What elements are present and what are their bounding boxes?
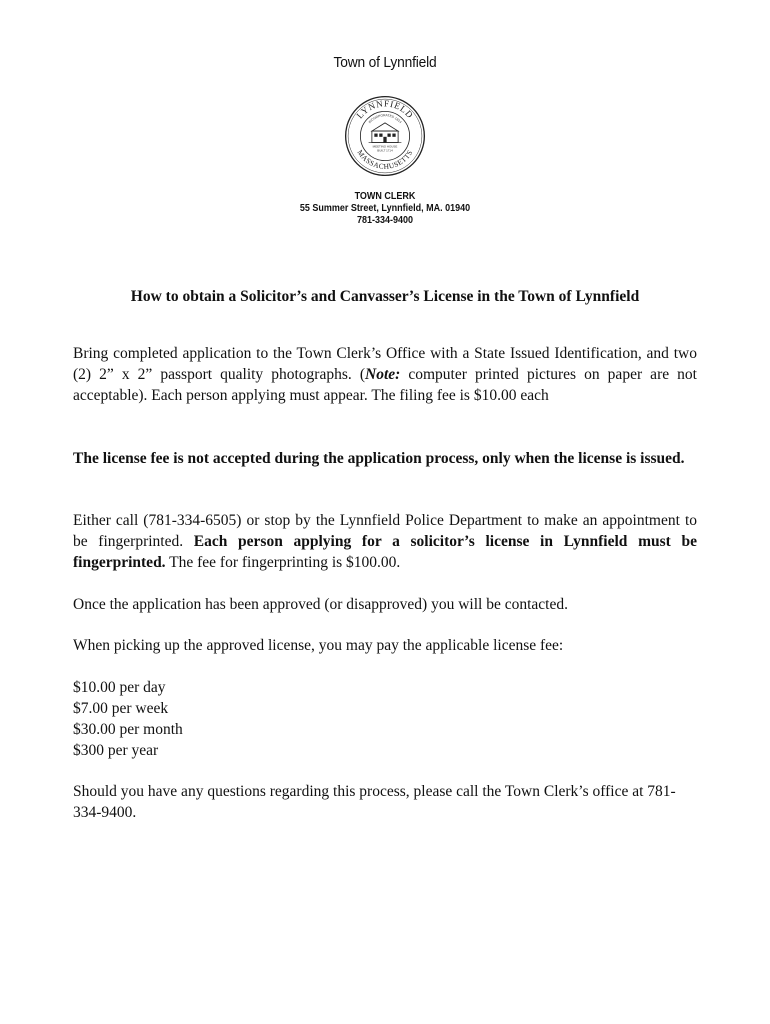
- fee-item: $30.00 per month: [73, 721, 183, 738]
- paragraph-questions: Should you have any questions regarding this process, please call the Town Clerk’s office at 781-334-9400.: [73, 783, 676, 821]
- fee-item: $7.00 per week: [73, 700, 169, 717]
- fingerprinting-requirement: Each person applying for a solicitor’s license in Lynnfield must be fingerprinted.: [73, 533, 697, 571]
- svg-text:MEETING HOUSE: MEETING HOUSE: [372, 144, 398, 149]
- svg-text:BUILT 1714: BUILT 1714: [377, 148, 393, 153]
- paragraph-fee-notice: The license fee is not accepted during the application process, only when the license is issued.: [73, 450, 685, 467]
- paragraph-pickup: When picking up the approved license, you may pay the applicable license fee:: [73, 637, 564, 654]
- requirements-text: Bring completed application to the Town Clerk’s Office with a State Issued Identification, and two (2) 2” x 2” passport quality photographs. (: [73, 345, 697, 383]
- svg-text:INCORPORATED 1814: INCORPORATED 1814: [367, 113, 403, 125]
- note-label: Note:: [365, 366, 401, 383]
- town-seal-icon: [344, 95, 426, 177]
- paragraph-requirements: [73, 343, 697, 406]
- paragraph-approval: Once the application has been approved (or disapproved) you will be contacted.: [73, 596, 568, 613]
- requirements-text-cont: computer printed pictures on paper are not acceptable). Each person applying must appear. The filing fee is $10.00 each: [73, 366, 697, 404]
- document-heading: How to obtain a Solicitor’s and Canvasser’s License in the Town of Lynnfield: [130, 288, 640, 305]
- office-address: 55 Summer Street, Lynnfield, MA. 01940: [299, 203, 471, 214]
- svg-text:MASSACHUSETTS: MASSACHUSETTS: [355, 148, 415, 171]
- office-phone: 781-334-9400: [356, 215, 414, 226]
- fee-item: $300 per year: [73, 742, 159, 759]
- fingerprinting-text: Either call (781-334-6505) or stop by the Lynnfield Police Department to make an appointment to be fingerprinted.: [73, 512, 697, 550]
- town-title: Town of Lynnfield: [333, 54, 437, 71]
- fee-list: [73, 677, 697, 761]
- office-name: TOWN CLERK: [354, 191, 416, 202]
- paragraph-fingerprinting: [73, 510, 697, 573]
- svg-text:LYNNFIELD: LYNNFIELD: [354, 98, 416, 121]
- fee-item: $10.00 per day: [73, 679, 166, 696]
- fingerprinting-fee: The fee for fingerprinting is $100.00.: [165, 554, 401, 571]
- clerk-contact-block: [39, 191, 732, 227]
